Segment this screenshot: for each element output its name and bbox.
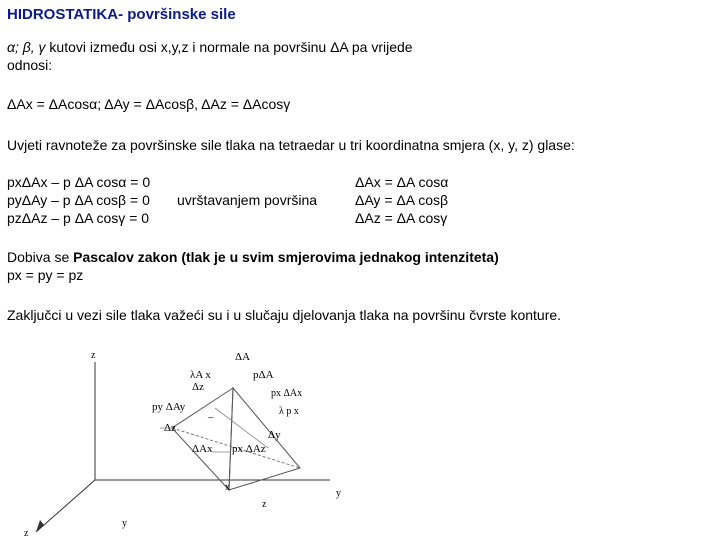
conditions-text: Uvjeti ravnoteže za površinske sile tlaka na tetraedar u tri koordinatna smjera (x, y, z) glase: bbox=[7, 137, 575, 153]
label-lambda-px: λ p x bbox=[279, 406, 299, 417]
substitution-text: uvrštavanjem površina bbox=[177, 192, 318, 208]
label-minus: – bbox=[208, 411, 214, 423]
relations-line: ΔAx = ΔAcosα; ΔAy = ΔAcosβ, ΔAz = ΔAcosγ bbox=[7, 96, 291, 112]
label-dy: Δy bbox=[268, 429, 281, 441]
intro-line-2: odnosi: bbox=[7, 57, 53, 73]
tetrahedron-diagram bbox=[0, 340, 720, 540]
normal-vector bbox=[215, 408, 268, 448]
x-axis bbox=[36, 480, 95, 532]
equation-z: pzΔAz – p ΔA cosγ = 0 bbox=[7, 210, 150, 226]
pascal-prefix: Dobiva se bbox=[7, 249, 74, 265]
label-dax-bottom: ΔAx bbox=[192, 443, 213, 455]
greek-angles: α; β, γ bbox=[7, 39, 46, 55]
pascal-line bbox=[7, 249, 499, 266]
label-x-center: x bbox=[225, 482, 230, 493]
area-y: ΔAy = ΔA cosβ bbox=[355, 192, 449, 208]
intro-line-1 bbox=[7, 39, 413, 56]
intro-text: kutovi između osi x,y,z i normale na površinu ΔA pa vrijede bbox=[45, 39, 413, 55]
label-z-top: z bbox=[91, 350, 96, 361]
label-z-bottom: z bbox=[24, 528, 29, 539]
label-y-right: y bbox=[336, 488, 341, 499]
label-py-day: py ΔAy bbox=[152, 401, 186, 413]
pascal-result: px = py = pz bbox=[7, 267, 84, 283]
equation-y: pyΔAy – p ΔA cosβ = 0 bbox=[7, 192, 150, 208]
label-y-bottom: y bbox=[122, 518, 127, 529]
area-x: ΔAx = ΔA cosα bbox=[355, 174, 449, 190]
label-delta-a: ΔA bbox=[235, 351, 251, 363]
label-p-delta-a: pΔA bbox=[253, 369, 274, 381]
area-z: ΔAz = ΔA cosγ bbox=[355, 210, 448, 226]
page-title: HIDROSTATIKA- površinske sile bbox=[7, 6, 236, 23]
conclusion-text: Zaključci u vezi sile tlaka važeći su i u slučaju djelovanja tlaka na površinu čvrste konture. bbox=[7, 307, 562, 323]
pascal-law: Pascalov zakon (tlak je u svim smjerovima jednakog intenziteta) bbox=[73, 249, 499, 265]
equation-x: pxΔAx – p ΔA cosα = 0 bbox=[7, 174, 151, 190]
label-lambda-ax: λA x bbox=[190, 369, 211, 381]
label-px-daz: px ΔAz bbox=[232, 443, 266, 455]
x-axis-arrow bbox=[36, 520, 44, 532]
label-z-small: z bbox=[262, 499, 267, 510]
label-dz-left: Δz bbox=[164, 422, 176, 434]
label-px-dax: px ΔAx bbox=[271, 388, 303, 399]
label-dz-top: Δz bbox=[192, 381, 204, 393]
tetra-face-right bbox=[229, 388, 303, 490]
